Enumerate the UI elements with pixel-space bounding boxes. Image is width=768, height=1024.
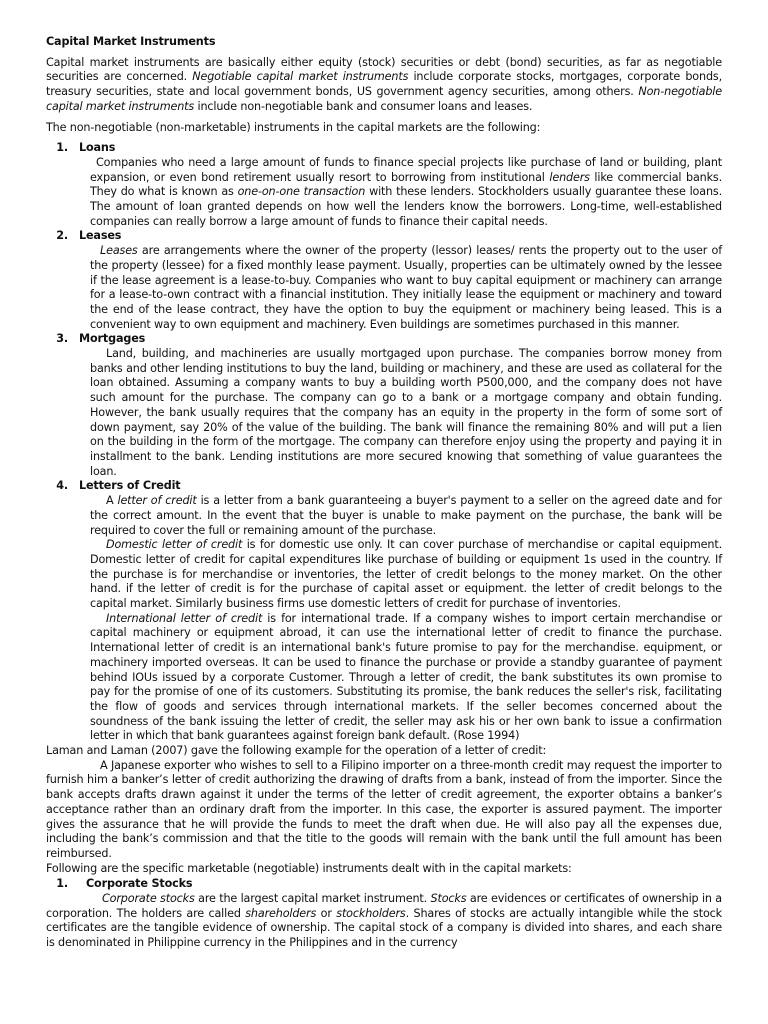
corporate-stocks-paragraph — [46, 892, 722, 951]
loc-text-a: A — [106, 494, 118, 508]
loc-emphasis: letter of credit — [117, 494, 197, 508]
international-loc-paragraph — [90, 612, 722, 744]
marketable-lead: Following are the specific marketable (negotiable) instruments dealt with in the capital markets: — [46, 861, 572, 875]
section-heading-letters-of-credit — [46, 479, 722, 494]
section-body-letters-of-credit — [46, 494, 722, 744]
list-number: 4. — [56, 479, 68, 493]
intro-paragraph — [46, 56, 722, 115]
section-heading-mortgages — [46, 332, 722, 347]
domestic-loc-text: is for domestic use only. It can cover purchase of merchandise or capital equipment. Domestic letter of credit for capital expenditures like purchase of building or equipment 1s used in the country. If the purchase is for merchandise or inventories, the letter of credit belongs to the money market. On the other hand. if the letter of credit is for the purchase of capital asset or equipment. the letter of credit belongs to the capital market. Similarly business firms use domestic letters of credit for purchase of inventories. — [90, 538, 722, 611]
list-heading: Letters of Credit — [79, 479, 181, 493]
domestic-loc-emphasis: Domestic letter of credit — [106, 538, 243, 552]
stocks-emphasis-stockholders: stockholders — [336, 906, 406, 920]
section-body-mortgages — [46, 347, 722, 479]
list-heading: Corporate Stocks — [86, 877, 193, 891]
stocks-emphasis-shareholders: shareholders — [245, 906, 317, 920]
laman-example-quote: A Japanese exporter who wishes to sell to a Filipino importer on a three-month credit may request the importer to furnish him a banker’s letter of credit authorizing the drawing of drafts from a bank, instead of from the importer. Since the bank accepts drafts drawn against it under the terms of the letter of credit agreement, the exporter obtains a banker’s acceptance rather than an ordinary draft from the importer. In this case, the exporter is assured payment. The importer gives the assurance that he will provide the funds to meet the draft when due. He will also pay all the expenses due, including the bank’s commission and that the title to the goods will remain with the bank until the full amount has been reimbursed. — [46, 758, 722, 860]
document-title: Capital Market Instruments — [46, 35, 216, 48]
intro-emphasis-non-negotiable: Non-negotiable capital market instruments — [46, 85, 722, 113]
mortgages-paragraph: Land, building, and machineries are usually mortgaged upon purchase. The companies borrow money from banks and other lending institutions to buy the land, building or machinery, and these are used as collateral for the loan obtained. Assuming a company wants to buy a building worth P500,000, and the company does not have such amount for the purchase. The company can go to a bank or a mortgage company and obtain funding. However, the bank usually requires that the company has an equity in the property in the form of some sort of down payment, say 20% of the value of the building. The bank will finance the remaining 80% and will put a lien on the building in the form of the mortgage. The company can therefore enjoy using the property and paying it in installment to the bank. Lending institutions are more secured knowing that something of value guarantees the loan. — [90, 347, 722, 478]
section-heading-corporate-stocks — [46, 877, 722, 892]
non-negotiable-lead: The non-negotiable (non-marketable) instruments in the capital markets are the following: — [46, 120, 541, 134]
loans-emphasis-transaction: one-on-one transaction — [237, 185, 366, 199]
stocks-text-6: or — [316, 906, 337, 920]
loans-text-1: Companies who need a large amount of funds to finance special projects like purchase of land or building, plant expansion, or even bond retirement usually resort to borrowing from institutional — [90, 155, 722, 184]
domestic-loc-paragraph — [90, 538, 722, 612]
section-heading-loans — [46, 141, 722, 156]
loans-emphasis-lenders: lenders — [549, 170, 590, 184]
section-body-leases — [46, 244, 722, 332]
list-number: 3. — [56, 332, 68, 346]
international-loc-text: is for international trade. If a company wishes to import certain merchandise or capital machinery or equipment abroad, it can use the international letter of credit to finance the purchase. International letter of credit is an international bank's future promise to pay for the merchandise. equipment, or machinery imported overseas. It can be used to finance the purchase or provide a standby guarantee of payment behind IOUs issued by a corporate Customer. Through a letter of credit, the bank substitutes its own promise to pay for the promise of one of its customers. Substituting its promise, the bank reduces the seller's risk, facilitating the flow of goods and services through international markets. If the seller becomes concerned about the soundness of the bank issuing the letter of credit, the seller may ask his or her own bank to issue a confirmation letter in which that bank guarantees against foreign bank default. (Rose 1994) — [90, 611, 722, 743]
section-heading-leases — [46, 229, 722, 244]
list-number: 1. — [56, 141, 68, 155]
leases-text: are arrangements where the owner of the property (lessor) leases/ rents the property out to the user of the property (lessee) for a fixed monthly lease payment. Usually, properties can be ultimately owned by the lessee if the lease agreement is a lease-to-buy. Companies who want to buy capital equipment or machinery can arrange for a lease-to-own contract with a financial institution. They initially lease the equipment or machinery and toward the end of the lease contract, they have the option to buy the equipment or machinery being leased. This is a convenient way to own equipment and machinery. Even buildings are sometimes purchased in this manner. — [90, 244, 722, 331]
list-heading: Leases — [79, 229, 122, 243]
list-number: 2. — [56, 229, 68, 243]
leases-paragraph — [90, 244, 722, 332]
stocks-emphasis-1: Corporate stocks — [102, 892, 195, 906]
international-loc-emphasis: International letter of credit — [106, 611, 263, 625]
stocks-text-8: . Shares of stocks are actually intangible while the stock certificates are the tangible evidence of ownership. The capital stock of a company is divided into shares, and each share is denominated in Philippine currency in the Philippines and in the currency — [46, 906, 722, 950]
list-heading: Mortgages — [79, 332, 146, 346]
list-heading: Loans — [79, 141, 116, 155]
intro-text-5: include non-negotiable bank and consumer loans and leases. — [194, 99, 533, 113]
stocks-text-4: are evidences or certificates of ownership in a corporation. The holders are called — [46, 892, 723, 920]
document-body — [46, 35, 722, 951]
loans-paragraph — [90, 156, 722, 230]
list-number: 1. — [56, 877, 68, 891]
intro-text-3: include corporate stocks, mortgages, corporate bonds, treasury securities, state and local government bonds, US government agency securities, among others. — [46, 70, 722, 99]
intro-text-1: Capital market instruments are basically either equity (stock) securities or debt (bond) securities, as far as negotiable securities are concerned. — [46, 55, 722, 84]
letter-of-credit-paragraph — [90, 494, 722, 538]
intro-emphasis-negotiable: Negotiable capital market instruments — [192, 70, 409, 84]
section-body-loans — [46, 156, 722, 230]
stocks-emphasis-3: Stocks — [430, 892, 467, 906]
stocks-text-2: are the largest capital market instrument. — [194, 892, 431, 906]
laman-example-lead: Laman and Laman (2007) gave the following example for the operation of a letter of credit: — [46, 744, 547, 758]
leases-emphasis: Leases — [100, 244, 138, 258]
loans-text-3: like commercial banks. They do what is known as — [90, 170, 722, 199]
loans-text-5: with these lenders. Stockholders usually guarantee these loans. The amount of loan granted depends on how well the lenders know the borrowers. Long-time, well-established companies can really borrow a large amount of funds to finance their capital needs. — [90, 185, 722, 228]
loc-text-c: is a letter from a bank guaranteeing a buyer's payment to a seller on the agreed date and for the correct amount. In the event that the buyer is unable to make payment on the purchase, the bank will be required to cover the full or remaining amount of the purchase. — [90, 494, 722, 537]
